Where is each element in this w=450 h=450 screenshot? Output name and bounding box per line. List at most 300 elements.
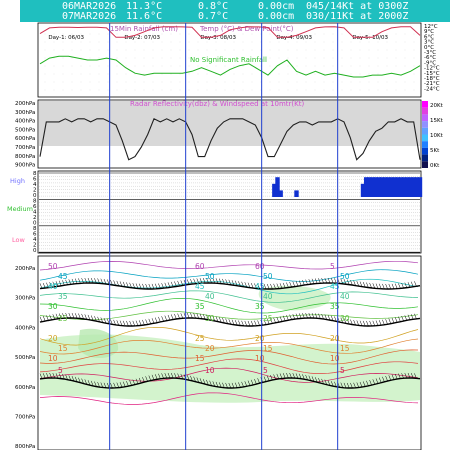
grid-dot bbox=[90, 82, 91, 83]
contour-label: 15 bbox=[263, 344, 273, 353]
contour-label: 50 bbox=[48, 262, 58, 271]
grid-dot bbox=[225, 50, 226, 51]
grid-dot bbox=[108, 74, 109, 75]
grid-dot bbox=[63, 42, 64, 43]
grid-dot bbox=[414, 42, 415, 43]
grid-dot bbox=[63, 58, 64, 59]
grid-dot bbox=[243, 90, 244, 91]
contour-label: 20 bbox=[330, 334, 340, 343]
day-label: Day-5: 10/03 bbox=[352, 35, 389, 41]
grid-dot bbox=[324, 58, 325, 59]
grid-dot bbox=[378, 90, 379, 91]
colorbar-label: 20Kt bbox=[430, 103, 443, 109]
no-rain-title: No Significant Rainfall bbox=[190, 56, 267, 64]
grid-dot bbox=[45, 82, 46, 83]
grid-dot bbox=[180, 90, 181, 91]
cloud-label-high: High bbox=[10, 177, 25, 185]
grid-dot bbox=[180, 42, 181, 43]
colorbar-label: 0Kt bbox=[430, 163, 440, 169]
grid-dot bbox=[342, 50, 343, 51]
grid-dot bbox=[315, 74, 316, 75]
radar-pressure-label: 700hPa bbox=[15, 145, 36, 151]
cloud-tick-label: 0 bbox=[33, 193, 37, 199]
grid-dot bbox=[108, 66, 109, 67]
grid-dot bbox=[216, 90, 217, 91]
grid-dot bbox=[54, 66, 55, 67]
grid-dot bbox=[396, 34, 397, 35]
grid-dot bbox=[306, 50, 307, 51]
contour-label: 60 bbox=[255, 262, 265, 271]
cloud-tick-label: 2 bbox=[33, 242, 37, 249]
grid-dot bbox=[405, 34, 406, 35]
cross-pressure-label: 800hPa bbox=[15, 444, 36, 450]
cloud-tick-label: 0 bbox=[33, 220, 37, 227]
grid-dot bbox=[252, 90, 253, 91]
grid-dot bbox=[360, 58, 361, 59]
grid-dot bbox=[279, 82, 280, 83]
colorbar-swatch bbox=[422, 114, 428, 121]
temp-tick-label: -6°C bbox=[424, 55, 437, 62]
grid-dot bbox=[288, 42, 289, 43]
temp-tick-label: -12°C bbox=[424, 65, 440, 72]
grid-dot bbox=[405, 66, 406, 67]
grid-dot bbox=[54, 42, 55, 43]
grid-dot bbox=[279, 50, 280, 51]
grid-dot bbox=[162, 42, 163, 43]
grid-dot bbox=[162, 66, 163, 67]
grid-dot bbox=[45, 74, 46, 75]
grid-dot bbox=[360, 90, 361, 91]
grid-dot bbox=[189, 34, 190, 35]
contour-label: 35 bbox=[58, 292, 68, 301]
grid-dot bbox=[342, 82, 343, 83]
grid-dot bbox=[126, 82, 127, 83]
grid-dot bbox=[234, 50, 235, 51]
grid-dot bbox=[279, 66, 280, 67]
contour-label: 20 bbox=[48, 334, 58, 343]
grid-dot bbox=[144, 58, 145, 59]
temp-tick-label: 3°C bbox=[424, 39, 435, 46]
grid-dot bbox=[360, 50, 361, 51]
grid-dot bbox=[396, 90, 397, 91]
grid-dot bbox=[117, 42, 118, 43]
grid-dot bbox=[360, 74, 361, 75]
radar-pressure-label: 800hPa bbox=[15, 153, 36, 160]
grid-dot bbox=[108, 34, 109, 35]
grid-dot bbox=[108, 82, 109, 83]
grid-dot bbox=[90, 58, 91, 59]
grid-dot bbox=[333, 58, 334, 59]
grid-dot bbox=[351, 66, 352, 67]
grid-dot bbox=[378, 82, 379, 83]
grid-dot bbox=[360, 82, 361, 83]
day-label: Day-3: 08/03 bbox=[200, 35, 237, 41]
grid-dot bbox=[414, 82, 415, 83]
grid-dot bbox=[99, 42, 100, 43]
grid-dot bbox=[171, 34, 172, 35]
grid-dot bbox=[189, 66, 190, 67]
temp-tick-label: 6°C bbox=[424, 34, 435, 41]
grid-dot bbox=[171, 90, 172, 91]
radar-pressure-label: 300hPa bbox=[15, 109, 36, 116]
temp-tick-label: 9°C bbox=[424, 29, 435, 36]
contour-label: 30 bbox=[340, 314, 350, 323]
grid-dot bbox=[306, 82, 307, 83]
grid-dot bbox=[333, 34, 334, 35]
grid-dot bbox=[396, 82, 397, 83]
grid-dot bbox=[162, 34, 163, 35]
contour-label: 15 bbox=[58, 344, 68, 353]
grid-dot bbox=[315, 90, 316, 91]
grid-dot bbox=[126, 42, 127, 43]
grid-dot bbox=[99, 82, 100, 83]
grid-dot bbox=[324, 50, 325, 51]
contour-label: 40 bbox=[205, 292, 215, 301]
contour-label: 40 bbox=[48, 282, 58, 291]
grid-dot bbox=[234, 82, 235, 83]
grid-dot bbox=[351, 90, 352, 91]
grid-dot bbox=[396, 66, 397, 67]
grid-dot bbox=[306, 42, 307, 43]
grid-dot bbox=[189, 50, 190, 51]
grid-dot bbox=[270, 58, 271, 59]
grid-dot bbox=[297, 74, 298, 75]
grid-dot bbox=[108, 90, 109, 91]
grid-dot bbox=[243, 50, 244, 51]
grid-dot bbox=[234, 66, 235, 67]
grid-dot bbox=[81, 82, 82, 83]
grid-dot bbox=[189, 90, 190, 91]
grid-dot bbox=[81, 66, 82, 67]
grid-dot bbox=[180, 74, 181, 75]
contour-label: 10 bbox=[330, 354, 340, 363]
contour-label: 50 bbox=[205, 272, 215, 281]
cloud-tick-label: 6 bbox=[33, 176, 37, 183]
grid-dot bbox=[414, 34, 415, 35]
temp-tick-label: -24°C bbox=[424, 86, 440, 93]
grid-dot bbox=[81, 74, 82, 75]
grid-dot bbox=[207, 50, 208, 51]
header-date-1: 06MAR2026 bbox=[62, 1, 117, 12]
grid-dot bbox=[396, 42, 397, 43]
grid-dot bbox=[198, 90, 199, 91]
grid-dot bbox=[306, 90, 307, 91]
grid-dot bbox=[225, 42, 226, 43]
cloud-tick-label: 8 bbox=[33, 171, 37, 177]
grid-dot bbox=[414, 66, 415, 67]
cross-pressure-label: 500hPa bbox=[15, 355, 36, 362]
colorbar-swatch bbox=[422, 161, 428, 168]
cloud-tick-label: 8 bbox=[33, 226, 37, 232]
grid-dot bbox=[81, 90, 82, 91]
grid-dot bbox=[153, 82, 154, 83]
grid-dot bbox=[99, 66, 100, 67]
cross-pressure-label: 600hPa bbox=[15, 384, 36, 391]
grid-dot bbox=[171, 42, 172, 43]
header-dew-1: 0.8°C bbox=[198, 1, 229, 12]
contour-label: 50 bbox=[263, 272, 273, 281]
cloud-panel bbox=[38, 171, 421, 253]
grid-dot bbox=[297, 90, 298, 91]
grid-dot bbox=[387, 58, 388, 59]
grid-dot bbox=[405, 58, 406, 59]
grid-dot bbox=[153, 42, 154, 43]
grid-dot bbox=[342, 58, 343, 59]
grid-dot bbox=[162, 74, 163, 75]
grid-dot bbox=[342, 90, 343, 91]
grid-dot bbox=[369, 58, 370, 59]
contour-label: 5 bbox=[58, 366, 63, 375]
grid-dot bbox=[54, 74, 55, 75]
radar-pressure-label: 400hPa bbox=[15, 118, 36, 125]
contour-label: 45 bbox=[330, 282, 340, 291]
grid-dot bbox=[72, 74, 73, 75]
grid-dot bbox=[315, 82, 316, 83]
grid-dot bbox=[180, 82, 181, 83]
grid-dot bbox=[81, 42, 82, 43]
grid-dot bbox=[90, 50, 91, 51]
grid-dot bbox=[234, 42, 235, 43]
grid-dot bbox=[90, 34, 91, 35]
grid-dot bbox=[72, 82, 73, 83]
contour-label: 40 bbox=[263, 292, 273, 301]
grid-dot bbox=[207, 90, 208, 91]
grid-dot bbox=[180, 66, 181, 67]
grid-dot bbox=[369, 42, 370, 43]
cross-pressure-label: 400hPa bbox=[15, 325, 36, 332]
grid-dot bbox=[378, 74, 379, 75]
grid-dot bbox=[180, 58, 181, 59]
grid-dot bbox=[207, 82, 208, 83]
grid-dot bbox=[126, 74, 127, 75]
cloud-tick-label: 4 bbox=[33, 237, 37, 243]
cloud-tick-label: 8 bbox=[33, 198, 37, 205]
header-wind-1: 045/14Kt at 0300Z bbox=[306, 1, 409, 12]
grid-dot bbox=[414, 50, 415, 51]
grid-dot bbox=[63, 74, 64, 75]
cloud-bar bbox=[418, 177, 422, 197]
grid-dot bbox=[153, 90, 154, 91]
grid-dot bbox=[108, 50, 109, 51]
grid-dot bbox=[225, 74, 226, 75]
cross-section-pressure-axis bbox=[15, 266, 35, 450]
grid-dot bbox=[414, 90, 415, 91]
grid-dot bbox=[351, 42, 352, 43]
grid-dot bbox=[351, 82, 352, 83]
grid-dot bbox=[171, 82, 172, 83]
grid-dot bbox=[297, 42, 298, 43]
grid-dot bbox=[351, 50, 352, 51]
grid-dot bbox=[135, 82, 136, 83]
contour-label: 25 bbox=[58, 314, 68, 323]
grid-dot bbox=[63, 82, 64, 83]
grid-dot bbox=[288, 74, 289, 75]
grid-dot bbox=[396, 58, 397, 59]
grid-dot bbox=[45, 42, 46, 43]
grid-dot bbox=[198, 82, 199, 83]
grid-dot bbox=[243, 34, 244, 35]
grid-dot bbox=[360, 42, 361, 43]
grid-dot bbox=[126, 90, 127, 91]
grid-dot bbox=[315, 42, 316, 43]
cloud-tick-label: 2 bbox=[33, 187, 37, 194]
grid-dot bbox=[225, 82, 226, 83]
grid-dot bbox=[126, 58, 127, 59]
grid-dot bbox=[180, 34, 181, 35]
grid-dot bbox=[189, 42, 190, 43]
grid-dot bbox=[198, 50, 199, 51]
colorbar-label: 5Kt bbox=[430, 148, 440, 154]
grid-dot bbox=[45, 50, 46, 51]
day-label: Day-4: 09/03 bbox=[276, 35, 313, 41]
grid-dot bbox=[153, 50, 154, 51]
header-temp-2: 11.6°C bbox=[126, 11, 163, 22]
grid-dot bbox=[90, 90, 91, 91]
header-wind-2: 030/11Kt at 2000Z bbox=[306, 11, 409, 22]
contour-label: 5 bbox=[330, 262, 335, 271]
grid-dot bbox=[162, 58, 163, 59]
grid-dot bbox=[99, 58, 100, 59]
grid-dot bbox=[90, 66, 91, 67]
cloud-tick-label: 2 bbox=[33, 215, 37, 221]
grid-dot bbox=[198, 74, 199, 75]
grid-dot bbox=[45, 58, 46, 59]
grid-dot bbox=[90, 42, 91, 43]
grid-dot bbox=[153, 66, 154, 67]
temp-tick-label: -3°C bbox=[424, 50, 437, 56]
radar-pressure-label: 900hPa bbox=[15, 162, 36, 169]
grid-dot bbox=[171, 58, 172, 59]
grid-dot bbox=[288, 50, 289, 51]
grid-dot bbox=[333, 50, 334, 51]
grid-dot bbox=[270, 34, 271, 35]
cloud-label-medium: Medium bbox=[7, 205, 33, 213]
contour-label: 10 bbox=[205, 366, 215, 375]
contour-label: 35 bbox=[255, 302, 265, 311]
grid-dot bbox=[72, 50, 73, 51]
grid-dot bbox=[333, 66, 334, 67]
grid-dot bbox=[144, 74, 145, 75]
grid-dot bbox=[315, 50, 316, 51]
grid-dot bbox=[153, 58, 154, 59]
grid-dot bbox=[135, 90, 136, 91]
grid-dot bbox=[279, 42, 280, 43]
grid-dot bbox=[144, 42, 145, 43]
temp-tick-label: -9°C bbox=[424, 60, 437, 67]
colorbar-swatch bbox=[422, 155, 428, 162]
grid-dot bbox=[378, 42, 379, 43]
grid-dot bbox=[324, 90, 325, 91]
grid-dot bbox=[279, 58, 280, 59]
grid-dot bbox=[99, 90, 100, 91]
contour-label: 20 bbox=[205, 344, 215, 353]
contour-label: 30 bbox=[48, 302, 58, 311]
grid-dot bbox=[108, 42, 109, 43]
contour-label: 15 bbox=[195, 354, 205, 363]
grid-dot bbox=[369, 50, 370, 51]
grid-dot bbox=[243, 74, 244, 75]
grid-dot bbox=[171, 66, 172, 67]
grid-dot bbox=[405, 42, 406, 43]
grid-dot bbox=[351, 58, 352, 59]
colorbar-label: 10Kt bbox=[430, 133, 443, 139]
cross-pressure-label: 700hPa bbox=[15, 414, 36, 421]
grid-dot bbox=[243, 42, 244, 43]
contour-label: 35 bbox=[330, 302, 340, 311]
colorbar-swatch bbox=[422, 108, 428, 115]
temp-tick-label: 12°C bbox=[424, 24, 438, 30]
grid-dot bbox=[126, 66, 127, 67]
grid-dot bbox=[387, 50, 388, 51]
temp-tick-label: -18°C bbox=[424, 76, 440, 82]
contour-label: 25 bbox=[195, 334, 205, 343]
grid-dot bbox=[342, 42, 343, 43]
grid-dot bbox=[342, 34, 343, 35]
grid-dot bbox=[252, 82, 253, 83]
grid-dot bbox=[414, 58, 415, 59]
colorbar-label: 15Kt bbox=[430, 118, 443, 124]
grid-dot bbox=[288, 58, 289, 59]
grid-dot bbox=[72, 90, 73, 91]
grid-dot bbox=[324, 42, 325, 43]
grid-dot bbox=[162, 90, 163, 91]
grid-dot bbox=[378, 58, 379, 59]
grid-dot bbox=[216, 50, 217, 51]
grid-dot bbox=[333, 82, 334, 83]
temp-tick-label: -21°C bbox=[424, 81, 440, 88]
grid-dot bbox=[117, 50, 118, 51]
grid-dot bbox=[360, 66, 361, 67]
grid-dot bbox=[63, 50, 64, 51]
grid-dot bbox=[99, 50, 100, 51]
grid-dot bbox=[135, 42, 136, 43]
grid-dot bbox=[171, 74, 172, 75]
contour-label: 40 bbox=[340, 292, 350, 301]
grid-dot bbox=[234, 74, 235, 75]
grid-dot bbox=[315, 58, 316, 59]
colorbar-swatch bbox=[422, 128, 428, 135]
grid-dot bbox=[72, 58, 73, 59]
grid-dot bbox=[315, 34, 316, 35]
grid-dot bbox=[252, 34, 253, 35]
grid-dot bbox=[270, 66, 271, 67]
cloud-bar bbox=[294, 190, 298, 197]
cloud-tick-label: 6 bbox=[33, 204, 37, 210]
grid-dot bbox=[144, 82, 145, 83]
radar-colorbar bbox=[422, 101, 444, 169]
grid-dot bbox=[405, 50, 406, 51]
grid-dot bbox=[54, 82, 55, 83]
grid-dot bbox=[387, 82, 388, 83]
colorbar-swatch bbox=[422, 121, 428, 128]
grid-dot bbox=[117, 34, 118, 35]
grid-dot bbox=[225, 90, 226, 91]
grid-dot bbox=[117, 82, 118, 83]
temperature-title: Temp (°C) & Dew Point(°C) bbox=[200, 25, 294, 33]
grid-dot bbox=[135, 58, 136, 59]
grid-dot bbox=[288, 82, 289, 83]
radar-pressure-axis bbox=[15, 101, 35, 169]
grid-dot bbox=[306, 74, 307, 75]
header-rain-1: 0.00cm bbox=[258, 1, 295, 12]
header-date-2: 07MAR2026 bbox=[62, 11, 117, 22]
grid-dot bbox=[342, 66, 343, 67]
contour-label: 25 bbox=[263, 314, 273, 323]
grid-dot bbox=[387, 42, 388, 43]
contour-label: 35 bbox=[195, 302, 205, 311]
grid-dot bbox=[117, 74, 118, 75]
contour-label: 5 bbox=[340, 366, 345, 375]
